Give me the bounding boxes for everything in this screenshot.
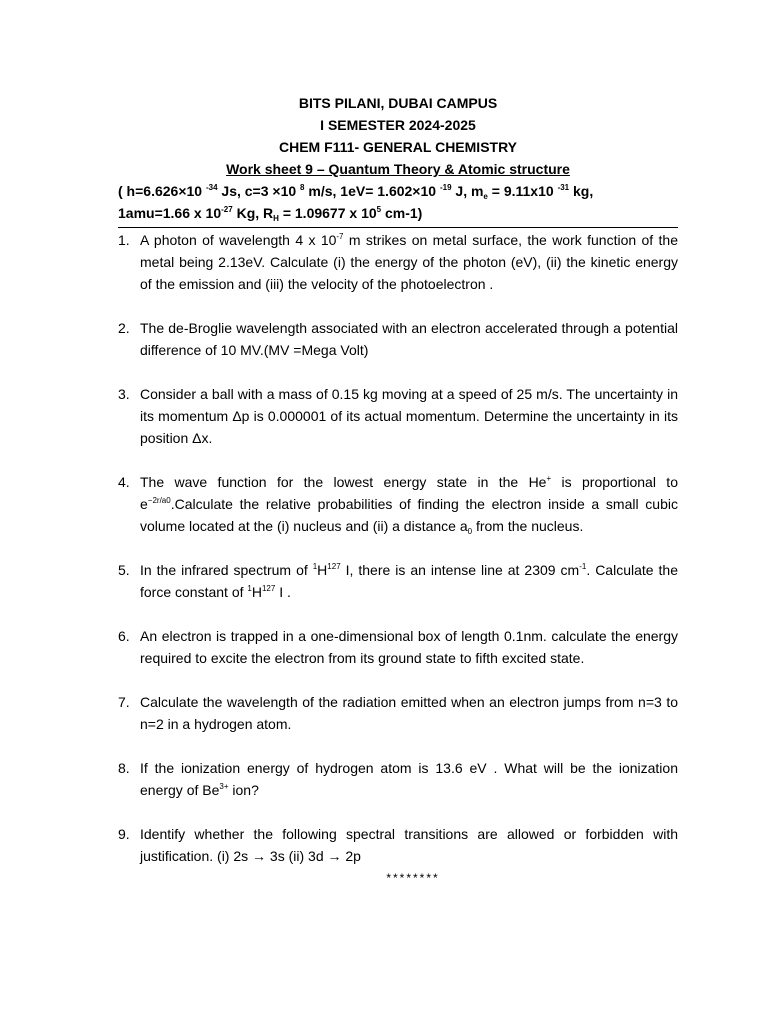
subscript: e (483, 192, 488, 201)
superscript: 127 (261, 584, 276, 593)
question-item (118, 823, 678, 867)
question-number: 8. (118, 760, 130, 776)
text-run: H (317, 562, 328, 578)
question-text (140, 691, 678, 735)
text-run: Identify whether the following spectral transitions are allowed or forbidden with justification. (i) 2s → 3s (ii) 3d → 2p (140, 826, 678, 864)
question-number: 6. (118, 628, 130, 644)
text-run: Calculate the wavelength of the radiation emitted when an electron jumps from n=3 to n=2 in a hydrogen atom. (140, 694, 678, 732)
question-text (140, 625, 678, 669)
text-run: .Calculate the relative probabilities of finding the electron inside a small cubic volume located at the (i) nucleus and (ii) a distance a (140, 496, 678, 534)
text-run: I, there is an intense line at 2309 cm (340, 562, 580, 578)
superscript: -34 (205, 183, 218, 192)
question-number: 1. (118, 232, 130, 248)
question-text (140, 823, 678, 867)
text-run: 1amu=1.66 x 10 (118, 205, 222, 221)
header-divider (118, 227, 678, 228)
question-text (140, 383, 678, 449)
text-run: I . (275, 584, 291, 600)
question-list (118, 229, 678, 867)
text-run: kg, (569, 183, 594, 199)
text-run: An electron is trapped in a one-dimensional box of length 0.1nm. calculate the energy required to excite the electron from its ground state to fifth excited state. (140, 628, 678, 666)
text-run: = 1.09677 x 10 (278, 205, 377, 221)
text-run: If the ionization energy of hydrogen atom is 13.6 eV . What will be the ionization energy of Be (140, 760, 678, 798)
question-item (118, 691, 678, 735)
text-run: . Calculate the force constant of (140, 562, 678, 600)
superscript: 5 (376, 205, 382, 214)
text-run: H (251, 584, 262, 600)
question-item (118, 383, 678, 449)
worksheet-title-row (118, 158, 678, 180)
question-item (118, 471, 678, 537)
subscript: H (273, 214, 279, 223)
question-text (140, 559, 678, 603)
question-text (140, 317, 678, 361)
text-run: Consider a ball with a mass of 0.15 kg moving at a speed of 25 m/s. The uncertainty in its momentum Δp is 0.000001 of its actual momentum. Determine the uncertainty in its position Δx. (140, 386, 678, 446)
question-text (140, 471, 678, 537)
text-run: The de-Broglie wavelength associated with an electron accelerated through a potential difference of 10 MV.(MV =Mega Volt) (140, 320, 678, 358)
superscript: 1 (247, 584, 252, 593)
question-number: 4. (118, 474, 130, 490)
institute-title: BITS PILANI, DUBAI CAMPUS (298, 95, 498, 111)
question-item (118, 317, 678, 361)
text-run: is proportional to e (140, 474, 678, 512)
text-run: Js, c=3 ×10 (217, 183, 301, 199)
text-run: ion? (228, 782, 259, 798)
superscript: 8 (300, 183, 305, 192)
text-run: The wave function for the lowest energy state in the He (140, 474, 547, 490)
question-number: 2. (118, 320, 130, 336)
semester-title: I SEMESTER 2024-2025 (320, 117, 476, 133)
superscript: 127 (327, 562, 341, 571)
superscript: -27 (221, 205, 233, 214)
text-run: m/s, 1eV= 1.602×10 (304, 183, 440, 199)
constants-line-1 (118, 180, 678, 202)
superscript: -7 (336, 232, 344, 241)
worksheet-title: Work sheet 9 – Quantum Theory & Atomic structure (226, 161, 570, 177)
subscript: 0 (467, 527, 473, 536)
question-number: 3. (118, 386, 130, 402)
superscript: -19 (439, 183, 452, 192)
text-run: Kg, R (232, 205, 274, 221)
superscript: 3+ (219, 782, 229, 791)
question-number: 9. (118, 826, 130, 842)
question-item (118, 757, 678, 801)
constants-line-2 (118, 202, 678, 224)
text-run: = 9.11x10 (487, 183, 558, 199)
text-run: J, m (451, 183, 484, 199)
superscript: 1 (312, 562, 318, 571)
question-text (140, 757, 678, 801)
text-run: In the infrared spectrum of (140, 562, 313, 578)
text-run: from the nucleus. (472, 518, 584, 534)
text-run: m strikes on metal surface, the work function of the metal being 2.13eV. Calculate (i) the energy of the photon (eV), (ii) the kinetic energy of the emission and (iii) the velocity of the photoelectron . (140, 232, 678, 292)
question-item (118, 559, 678, 603)
worksheet-header (118, 92, 678, 224)
superscript: −2r/a0 (147, 496, 171, 505)
text-run: cm-1) (381, 205, 423, 221)
question-text (140, 229, 678, 295)
course-title: CHEM F111- GENERAL CHEMISTRY (278, 139, 518, 155)
superscript: + (546, 474, 552, 483)
question-item (118, 229, 678, 295)
question-number: 5. (118, 562, 130, 578)
superscript: -31 (557, 183, 570, 192)
text-run: A photon of wavelength 4 x 10 (140, 232, 337, 248)
superscript: -1 (579, 562, 587, 571)
text-run: ( h=6.626×10 (118, 183, 206, 199)
question-item (118, 625, 678, 669)
question-number: 7. (118, 694, 130, 710)
end-marker: ******** (386, 871, 440, 885)
